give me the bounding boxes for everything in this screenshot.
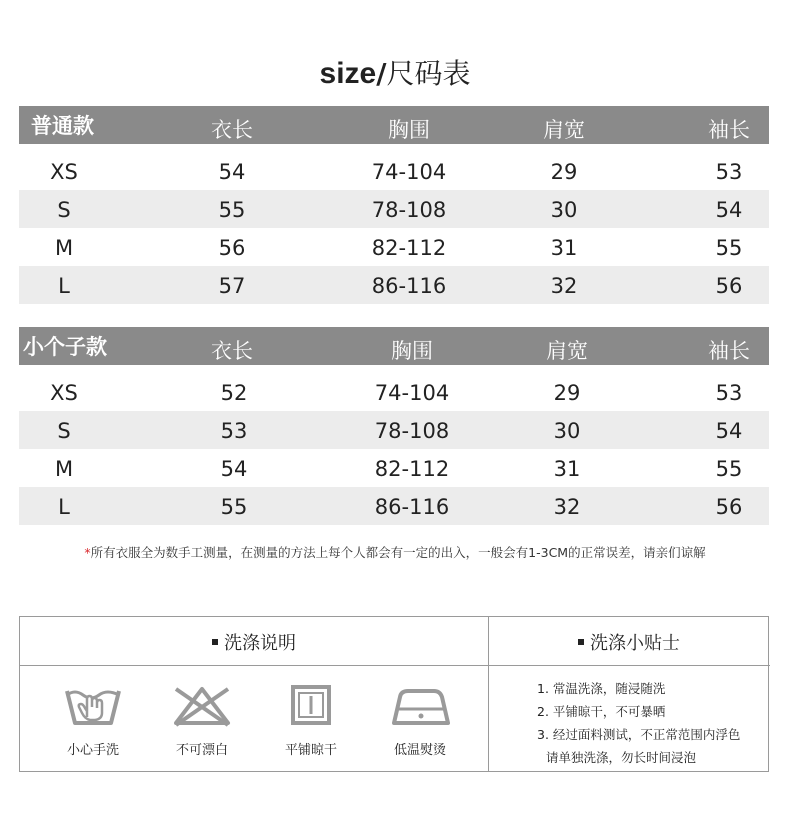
title-slash: / [376, 57, 387, 90]
header-chest: 胸围 [391, 339, 433, 363]
header-sleeve: 袖长 [708, 118, 750, 142]
low-iron-icon [390, 683, 450, 729]
header-chest: 胸围 [388, 118, 430, 142]
table-row [19, 487, 769, 525]
care-instructions-box [19, 616, 769, 772]
cell-shoulder: 31 [550, 236, 578, 260]
cell-shoulder: 29 [553, 381, 581, 405]
bullet-icon [578, 639, 584, 645]
cell-chest: 86-116 [374, 495, 450, 519]
tip-item: 2. 平铺晾干，不可暴晒 [537, 704, 666, 719]
cell-sleeve: 56 [715, 274, 743, 298]
header-length: 衣长 [211, 339, 253, 363]
size-table-petite [19, 327, 769, 525]
care-label: 低温熨烫 [393, 743, 446, 758]
cell-shoulder: 31 [553, 457, 581, 481]
cell-size: M [54, 236, 74, 260]
cell-chest: 86-116 [371, 274, 447, 298]
header-shoulder: 肩宽 [546, 339, 588, 363]
cell-sleeve: 54 [715, 198, 743, 222]
care-item-hand-wash [38, 683, 148, 758]
care-label: 不可漂白 [175, 743, 228, 758]
cell-size: XS [50, 160, 78, 184]
wash-tips-list [537, 677, 740, 769]
cell-chest: 82-112 [371, 236, 447, 260]
table-row [19, 411, 769, 449]
care-item-no-bleach [147, 683, 257, 758]
header-shoulder: 肩宽 [543, 118, 585, 142]
cell-length: 53 [220, 419, 248, 443]
cell-shoulder: 32 [550, 274, 578, 298]
table-header [19, 327, 769, 365]
cell-size: S [57, 198, 71, 222]
cell-length: 54 [218, 160, 246, 184]
table-header [19, 106, 769, 144]
cell-sleeve: 54 [715, 419, 743, 443]
divider [20, 665, 770, 666]
table-row [19, 449, 769, 487]
cell-shoulder: 30 [553, 419, 581, 443]
cell-shoulder: 32 [553, 495, 581, 519]
header-length: 衣长 [211, 118, 253, 142]
note-text: 所有衣服全为数手工测量，在测量的方法上每个人都会有一定的出入，一般会有1-3CM的正常误差，请亲们谅解 [90, 545, 706, 560]
wash-instructions-title: 洗涤说明 [20, 629, 488, 655]
care-item-dry-flat [256, 683, 366, 758]
cell-length: 54 [220, 457, 248, 481]
table-row [19, 190, 769, 228]
cell-chest: 74-104 [374, 381, 450, 405]
cell-length: 55 [220, 495, 248, 519]
cell-size: L [58, 495, 70, 519]
bullet-icon [212, 639, 218, 645]
cell-chest: 82-112 [374, 457, 450, 481]
cell-sleeve: 55 [715, 457, 743, 481]
measurement-note [0, 543, 790, 561]
cell-size: L [58, 274, 70, 298]
cell-sleeve: 53 [715, 160, 743, 184]
cell-length: 57 [218, 274, 246, 298]
care-label: 平铺晾干 [284, 743, 337, 758]
cell-chest: 74-104 [371, 160, 447, 184]
no-bleach-icon [172, 683, 232, 729]
table-row [19, 266, 769, 304]
page-title [0, 52, 790, 92]
table-row [19, 228, 769, 266]
cell-chest: 78-108 [374, 419, 450, 443]
cell-length: 55 [218, 198, 246, 222]
cell-sleeve: 53 [715, 381, 743, 405]
size-table-regular [19, 106, 769, 304]
cell-sleeve: 56 [715, 495, 743, 519]
cell-shoulder: 30 [550, 198, 578, 222]
cell-sleeve: 55 [715, 236, 743, 260]
care-label: 小心手洗 [66, 743, 119, 758]
dry-flat-icon [281, 683, 341, 729]
cell-shoulder: 29 [550, 160, 578, 184]
note-asterisk: * [84, 545, 91, 560]
header-sleeve: 袖长 [708, 339, 750, 363]
tip-item: 3. 经过面料测试，不正常范围内浮色 [537, 727, 741, 742]
table-row [19, 152, 769, 190]
tip-item: 1. 常温洗涤，随浸随洗 [537, 681, 666, 696]
title-rest: 尺码表 [386, 57, 471, 90]
cell-size: S [57, 419, 71, 443]
tip-item: 请单独洗涤，勿长时间浸泡 [546, 750, 697, 765]
cell-chest: 78-108 [371, 198, 447, 222]
cell-length: 52 [220, 381, 248, 405]
header-style: 普通款 [31, 114, 94, 138]
wash-tips-title: 洗涤小贴士 [489, 629, 769, 655]
cell-length: 56 [218, 236, 246, 260]
cell-size: XS [50, 381, 78, 405]
table-row [19, 373, 769, 411]
cell-size: M [54, 457, 74, 481]
care-item-low-iron [365, 683, 475, 758]
title-size: size [319, 57, 377, 90]
header-style: 小个子款 [23, 335, 107, 359]
hand-wash-icon [63, 683, 123, 729]
